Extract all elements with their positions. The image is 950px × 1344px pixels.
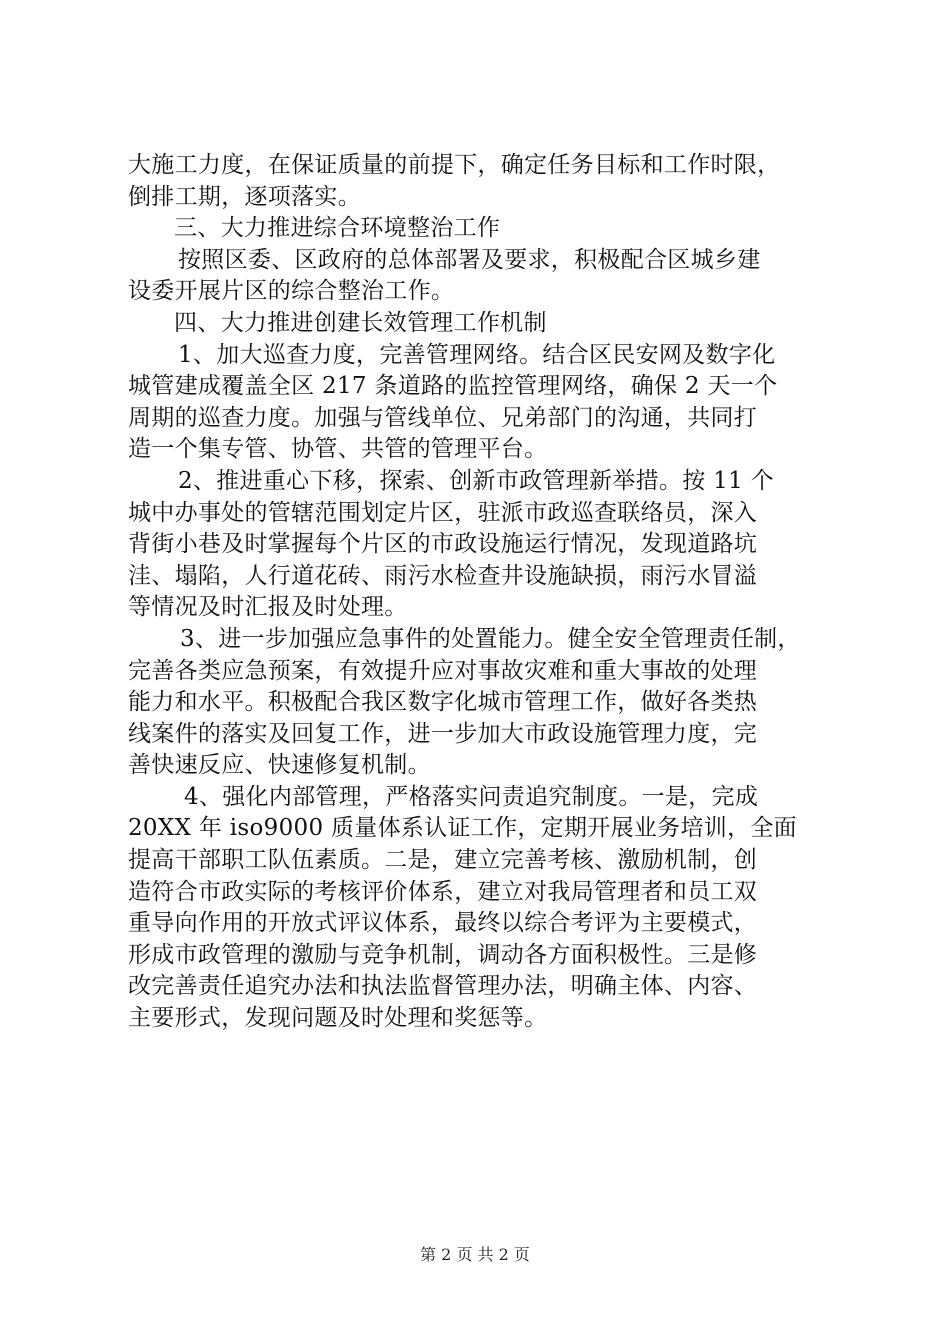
text-line: 城管建成覆盖全区 217 条道路的监控管理网络，确保 2 天一个 <box>128 373 778 400</box>
section-heading: 四、大力推进创建长效管理工作机制 <box>174 309 547 336</box>
text-line: 完善各类应急预案，有效提升应对事故灾难和重大事故的处理 <box>128 657 758 684</box>
text-line: 城中办事处的管辖范围划定片区，驻派市政巡查联络员，深入 <box>128 499 758 526</box>
text-line: 倒排工期，逐项落实。 <box>128 183 361 210</box>
text-line: 改完善责任追究办法和执法监督管理办法，明确主体、内容、 <box>128 973 758 1000</box>
page-number-footer: 第 2 页 共 2 页 <box>420 1245 530 1264</box>
text-line: 3、进一步加强应急事件的处置能力。健全安全管理责任制， <box>180 625 801 652</box>
text-line: 提高干部职工队伍素质。二是，建立完善考核、激励机制，创 <box>128 847 758 874</box>
text-line: 按照区委、区政府的总体部署及要求，积极配合区城乡建 <box>178 246 761 273</box>
text-line: 形成市政管理的激励与竞争机制，调动各方面积极性。三是修 <box>128 941 758 968</box>
text-line: 背街小巷及时掌握每个片区的市政设施运行情况，发现道路坑 <box>128 531 758 558</box>
text-line: 周期的巡查力度。加强与管线单位、兄弟部门的沟通，共同打 <box>128 404 758 431</box>
text-line: 4、强化内部管理，严格落实问责追究制度。一是，完成 <box>184 783 759 810</box>
text-line: 洼、塌陷，人行道花砖、雨污水检查井设施缺损，雨污水冒溢 <box>128 562 758 589</box>
text-line: 线案件的落实及回复工作，进一步加大市政设施管理力度，完 <box>128 720 758 747</box>
text-line: 1、加大巡查力度，完善管理网络。结合区民安网及数字化 <box>178 341 776 368</box>
text-line: 20XX 年 iso9000 质量体系认证工作，定期开展业务培训，全面 <box>128 815 797 842</box>
text-line: 能力和水平。积极配合我区数字化城市管理工作，做好各类热 <box>128 689 758 716</box>
document-body <box>128 150 844 1035</box>
text-line: 主要形式，发现问题及时处理和奖惩等。 <box>128 1005 548 1032</box>
section-heading: 三、大力推进综合环境整治工作 <box>174 215 501 242</box>
text-line: 大施工力度，在保证质量的前提下，确定任务目标和工作时限， <box>128 152 781 178</box>
text-line: 造一个集专管、协管、共管的管理平台。 <box>128 436 548 463</box>
text-line: 重导向作用的开放式评议体系，最终以综合考评为主要模式， <box>128 910 758 937</box>
text-line: 设委开展片区的综合整治工作。 <box>128 278 455 305</box>
text-line: 2、推进重心下移，探索、创新市政管理新举措。按 11 个 <box>178 467 774 494</box>
text-line: 善快速反应、快速修复机制。 <box>128 752 431 779</box>
text-line: 造符合市政实际的考核评价体系，建立对我局管理者和员工双 <box>128 878 758 905</box>
text-line: 等情况及时汇报及时处理。 <box>128 594 408 621</box>
